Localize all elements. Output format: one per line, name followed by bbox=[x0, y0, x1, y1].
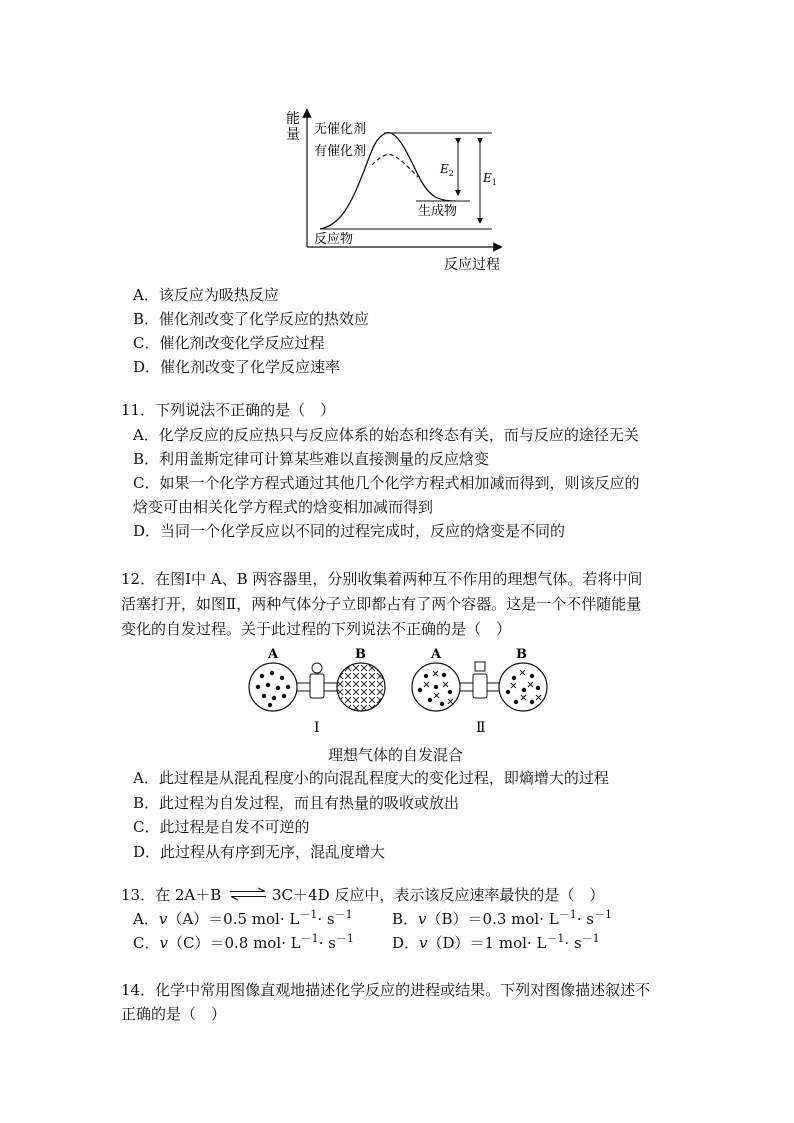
q11-option-a: A．化学反应的反应热只与反应体系的始态和终态有关，而与反应的途径无关 bbox=[133, 426, 639, 444]
exponent: －1 bbox=[546, 932, 565, 945]
q13-option-a-value: （A）＝0.5 mol· L bbox=[167, 910, 300, 928]
equilibrium-arrow-icon bbox=[228, 887, 268, 901]
catalyst-label: 有催化剂 bbox=[314, 144, 367, 159]
seconds-unit: · s bbox=[318, 934, 336, 952]
q12-figure-caption: 理想气体的自发混合 bbox=[328, 746, 464, 764]
reactant-label: 反应物 bbox=[314, 232, 354, 247]
x-axis-label: 反应过程 bbox=[444, 257, 500, 273]
q12-option-b: B．此过程为自发过程，而且有热量的吸收或放出 bbox=[133, 794, 460, 812]
exponent: －1 bbox=[334, 908, 353, 921]
q13-option-a-prefix: A． bbox=[133, 910, 159, 928]
q12-stem-line2: 活塞打开，如图Ⅱ，两种气体分子立即都占有了两个容器。这是一个不伴随能量 bbox=[121, 595, 642, 613]
exponent: －1 bbox=[581, 932, 600, 945]
fig2-label-b: B bbox=[516, 647, 527, 662]
fig2-valve-knob bbox=[475, 662, 485, 671]
fig1-container-b bbox=[337, 663, 385, 711]
velocity-symbol: v bbox=[419, 934, 428, 952]
velocity-symbol: v bbox=[159, 934, 168, 952]
q13-option-c-value: （C）＝0.8 mol· L bbox=[167, 934, 301, 952]
exponent: －1 bbox=[558, 908, 577, 921]
exponent: －1 bbox=[335, 932, 354, 945]
q13-option-c bbox=[133, 933, 354, 955]
fig1-label-b: B bbox=[355, 647, 366, 662]
seconds-unit: · s bbox=[317, 910, 335, 928]
seconds-unit: · s bbox=[576, 910, 594, 928]
energy-diagram bbox=[280, 105, 520, 275]
q12-stem-line3: 变化的自发过程。关于此过程的下列说法不正确的是（ ） bbox=[121, 620, 512, 638]
e2-label: $E_2$ bbox=[440, 162, 454, 178]
fig1-valve bbox=[310, 674, 324, 698]
q12-option-c: C．此过程是自发不可逆的 bbox=[133, 818, 310, 836]
velocity-symbol: v bbox=[418, 910, 427, 928]
gas-mixing-figure bbox=[240, 640, 560, 740]
fig1-label-a: A bbox=[268, 647, 279, 662]
q13-option-a bbox=[133, 909, 353, 931]
q11-option-b: B．利用盖斯定律可计算某些难以直接测量的反应焓变 bbox=[133, 450, 490, 468]
product-label: 生成物 bbox=[418, 204, 458, 219]
q10-option-c: C．催化剂改变化学反应过程 bbox=[133, 334, 325, 352]
seconds-unit: · s bbox=[564, 934, 582, 952]
q12-stem-line1: 12．在图Ⅰ中 A、B 两容器里，分别收集着两种互不作用的理想气体。若将中间 bbox=[121, 570, 643, 588]
q14-stem-line2: 正确的是（ ） bbox=[121, 1005, 227, 1023]
y-axis-label-1: 能 bbox=[286, 111, 300, 127]
fig2-label-a: A bbox=[431, 647, 442, 662]
q10-option-d: D．催化剂改变了化学反应速率 bbox=[133, 358, 341, 376]
velocity-symbol: v bbox=[158, 910, 168, 928]
exponent: －1 bbox=[299, 908, 318, 921]
q11-option-d: D．当同一个化学反应以不同的过程完成时，反应的焓变是不同的 bbox=[133, 522, 566, 540]
q13-stem-right: 3C＋4D 反应中，表示该反应速率最快的是（ ） bbox=[272, 886, 605, 904]
q13-stem-left: 13．在 2A＋B bbox=[121, 886, 222, 904]
q11-option-c-line2: 焓变可由相关化学方程式的焓变相加减而得到 bbox=[133, 498, 434, 516]
q13-option-d-value: （D）＝1 mol· L bbox=[427, 934, 547, 952]
q11-stem: 11．下列说法不正确的是（ ） bbox=[121, 401, 336, 419]
fig1-roman: Ⅰ bbox=[314, 720, 320, 736]
q12-option-d: D．此过程从有序到无序，混乱度增大 bbox=[133, 843, 386, 861]
q13-option-d bbox=[392, 933, 600, 955]
q13-option-c-prefix: C． bbox=[133, 934, 160, 952]
fig1-valve-knob bbox=[312, 663, 322, 673]
exponent: －1 bbox=[300, 932, 319, 945]
catalyst-curve bbox=[372, 154, 418, 177]
q11-option-c-line1: C．如果一个化学方程式通过其他几个化学方程式相加减而得到，则该反应的 bbox=[133, 474, 640, 492]
q10-option-a: A．该反应为吸热反应 bbox=[133, 286, 279, 304]
q14-stem-line1: 14．化学中常用图像直观地描述化学反应的进程或结果。下列对图像描述叙述不 bbox=[121, 981, 651, 999]
y-axis-label-2: 量 bbox=[286, 127, 300, 143]
e1-label: $E_1$ bbox=[483, 171, 497, 187]
exponent: －1 bbox=[593, 908, 612, 921]
fig2-valve bbox=[473, 674, 487, 698]
q10-option-b: B．催化剂改变了化学反应的热效应 bbox=[133, 310, 370, 328]
q13-option-d-prefix: D． bbox=[392, 934, 420, 952]
q13-option-b-prefix: B． bbox=[392, 910, 419, 928]
no-catalyst-label: 无催化剂 bbox=[314, 122, 367, 137]
fig2-roman: Ⅱ bbox=[476, 720, 486, 736]
q13-option-b bbox=[392, 909, 612, 931]
q12-option-a: A．此过程是从混乱程度小的向混乱程度大的变化过程，即熵增大的过程 bbox=[133, 769, 609, 787]
q13-option-b-value: （B）＝0.3 mol· L bbox=[426, 910, 559, 928]
